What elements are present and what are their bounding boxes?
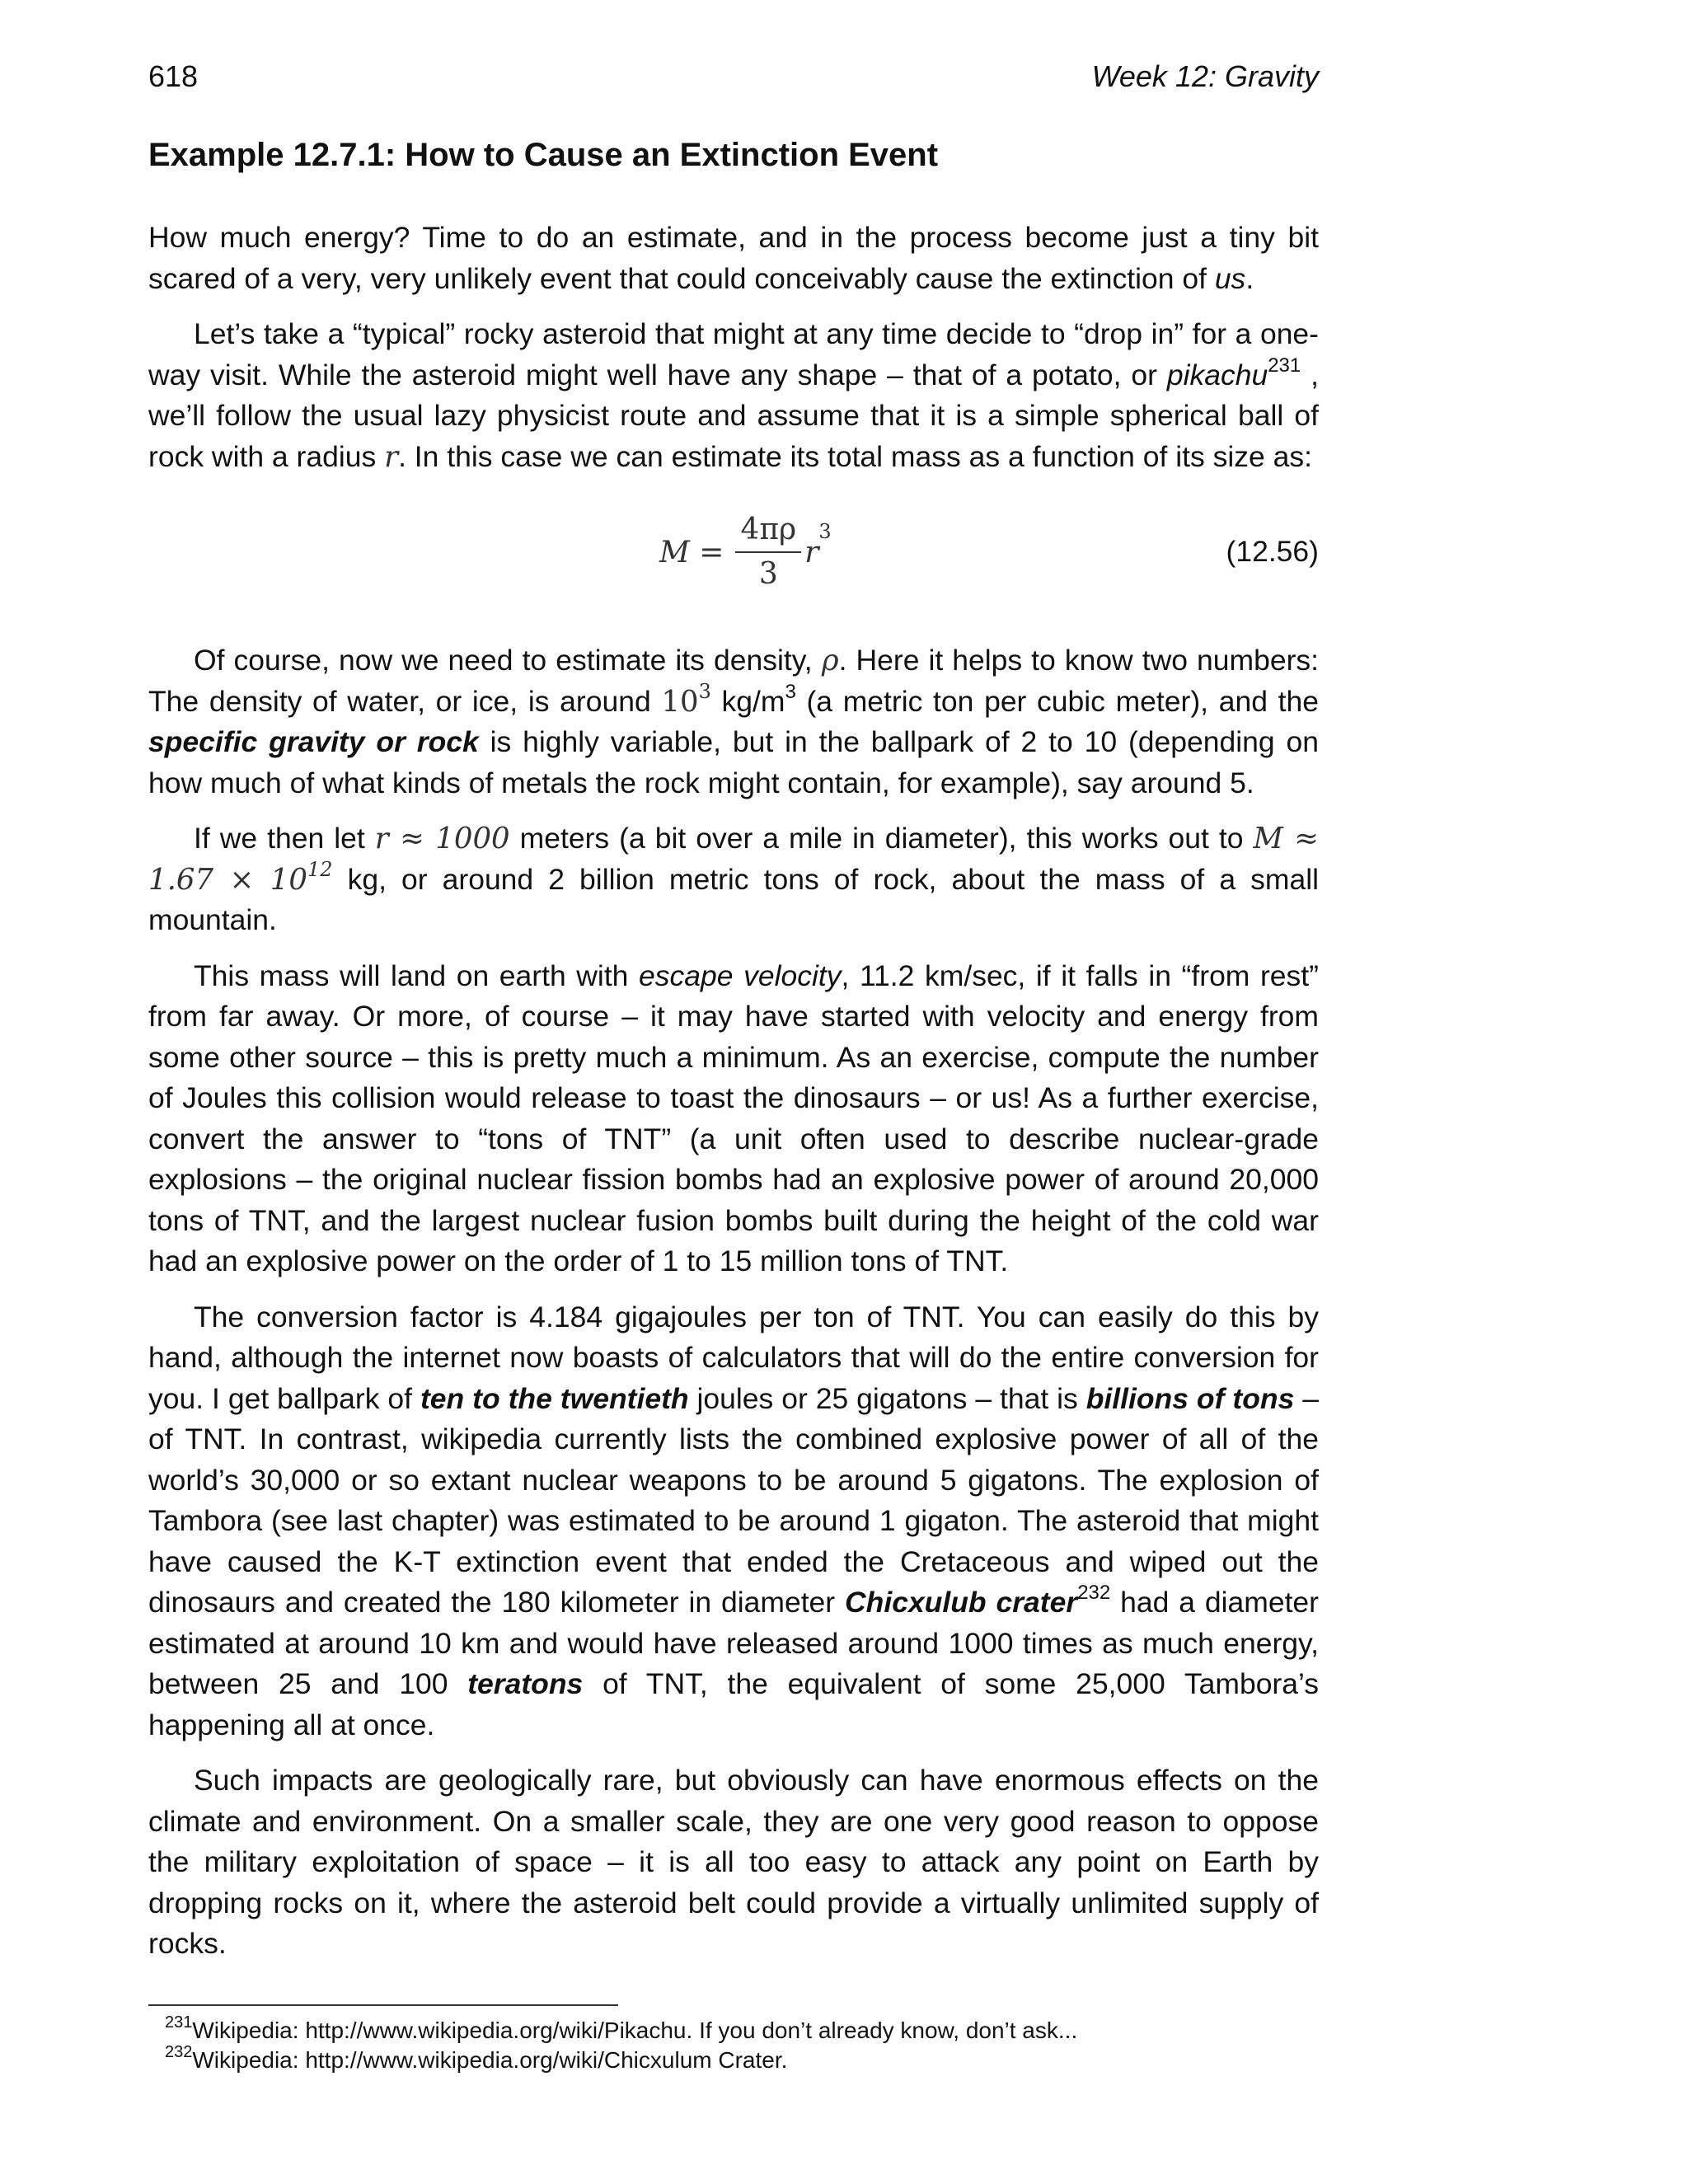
emphasis-chicxulub-crater: Chicxulub crater (845, 1586, 1078, 1619)
paragraph-escape-velocity: This mass will land on earth with escape velocity, 11.2 km/sec, if it falls in “from rest” from far away. Or more, of course – it may have started with velocity and energy from some other source – this is pretty much a minimum. As an exercise, compute the number of Joules this collision would release to toast the dinosaurs – or us! As a further exercise, convert the answer to “tons of TNT” (a unit often used to describe nuclear-grade explosions – the original nuclear fission bombs had an explosive power of around 20,000 tons of TNT, and the largest nuclear fusion bombs built during the height of the cold war had an explosive power on the order of 1 to 15 million tons of TNT. (148, 958, 1319, 1277)
equation-fraction (735, 509, 801, 596)
running-title: Week 12: Gravity (1091, 59, 1319, 93)
footnote-ref-232[interactable]: 232 (1077, 1582, 1111, 1605)
emphasis-escape-velocity: escape velocity (639, 958, 842, 992)
mass-equation (659, 509, 832, 596)
equation-lhs: M = (659, 535, 724, 569)
paragraph-mass-estimate: If we then let r ≈ 1000 meters (a bit over a mile in diameter), this works out to $M \approx 1.67 \times 10^{12}$ kg, or around 2 billion metric tons of rock, about the mass of a small mountain. (148, 822, 1320, 936)
math-mass-approx: $M \approx 1.67 \times 10^{12}$ (148, 822, 1319, 897)
paragraph-impacts: Such impacts are geologically rare, but obviously can have enormous effects on the climate and environment. On a smaller scale, they are one very good reason to oppose the military exploitation of space – it is all too easy to attack any point on Earth by dropping rocks on it, where the asteroid belt could provide a virtually unlimited supply of rocks. (148, 1764, 1319, 1960)
emphasis-specific-gravity: specific gravity or rock (148, 725, 479, 758)
textbook-page (148, 58, 1319, 2075)
footnote-232: $^{232}$Wikipedia: http://www.wikipedia.org/wiki/Chicxulum Crater. (165, 2043, 788, 2073)
footnote-divider (148, 2004, 618, 2006)
emphasis-ten-twentieth: ten to the twentieth (420, 1381, 689, 1415)
emphasis-billions-of-tons: billions of tons (1085, 1381, 1295, 1415)
paragraph-intro: How much energy? Time to do an estimate, and in the process become just a tiny bit scared of a very, very unlikely event that could conceivably cause the extinction of us. (148, 221, 1319, 295)
paragraph-density: Of course, now we need to estimate its density, ρ. Here it helps to know two numbers: The density of water, or ice, is around $10^3$ $kg/m^3$ (a metric ton per cubic meter), and the specific gravity or rock is highly variable, but in the ballpark of 2 to 10 (depending on how much of what kinds of metals the rock might contain, for example), say around 5. (148, 644, 1320, 799)
fraction-numerator: 4πρ (735, 509, 801, 553)
footnote-ref-231[interactable]: 231 (1268, 354, 1301, 377)
math-r: r (384, 439, 399, 474)
running-header (148, 58, 1319, 96)
emphasis-us: us (1214, 261, 1246, 295)
paragraph-conversion: The conversion factor is 4.184 gigajoules per ton of TNT. You can easily do this by hand, although the internet now boasts of calculators that will do the entire conversion for you. I get ballpark of ten to the twentieth joules or 25 gigatons – that is billions of tons – of TNT. In contrast, wikipedia currently lists the combined explosive power of all of the world’s 30,000 or so extant nuclear weapons to be around 5 gigatons. The explosion of Tambora (see last chapter) was estimated to be around 1 gigaton. The asteroid that might have caused the K-T extinction event that ended the Cretaceous and wiped out the dinosaurs and created the 180 kilometer in diameter Chicxulub crater$^{232}$ had a diameter estimated at around 10 km and would have released around 1000 times as much energy, between 25 and 100 teratons of TNT, the equivalent of some 25,000 Tambora’s happening all at once. (148, 1300, 1319, 1741)
paragraph-asteroid-shape: Let’s take a “typical” rocky asteroid that might at any time decide to “drop in” for a one-way visit. While the asteroid might well have any shape – that of a potato, or pikachu$^{231}$ , we’ll follow the usual lazy physicist route and assume that it is a simple spherical ball of rock with a radius r. In this case we can estimate its total mass as a function of its size as: (148, 317, 1319, 474)
math-ten-cubed: $10^3$ (661, 679, 711, 719)
math-rho: ρ (821, 644, 839, 677)
footnote-231: $^{231}$Wikipedia: http://www.wikipedia.org/wiki/Pikachu. If you don’t already know, don’t ask... (165, 2013, 1078, 2043)
math-r-approx: r ≈ 1000 (374, 822, 510, 855)
equation-number: (12.56) (1226, 535, 1319, 568)
equation-rhs: $r^3$ (804, 519, 832, 569)
page-number: 618 (148, 59, 199, 93)
example-title: Example 12.7.1: How to Cause an Extinction Event (148, 137, 939, 173)
fraction-denominator: 3 (758, 557, 778, 591)
equation-12-56 (148, 509, 1319, 607)
emphasis-teratons: teratons (467, 1667, 584, 1700)
emphasis-pikachu: pikachu (1166, 358, 1268, 391)
